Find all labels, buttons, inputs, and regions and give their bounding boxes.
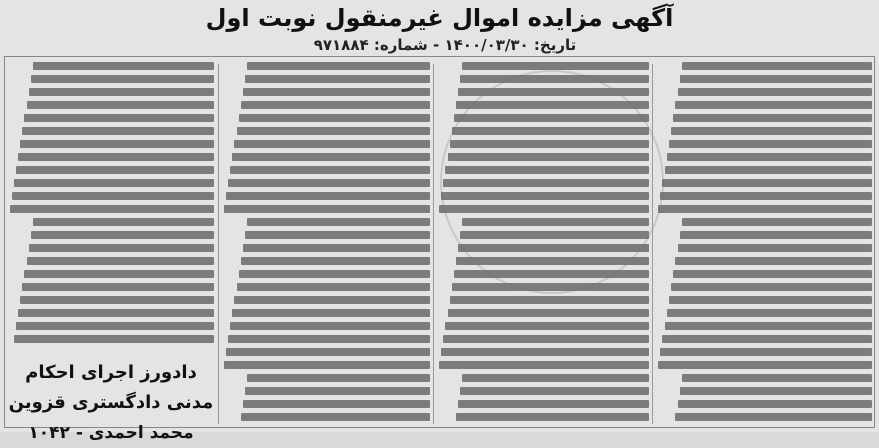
- text-line: [239, 114, 430, 122]
- text-line: [682, 62, 872, 70]
- text-line: [226, 192, 430, 200]
- text-line: [27, 101, 214, 109]
- text-line: [18, 153, 214, 161]
- text-line: [237, 127, 430, 135]
- text-line: [245, 231, 430, 239]
- signature-block: [8, 358, 214, 443]
- signature-name: محمد احمدی - ۱۰۴۲: [28, 423, 194, 443]
- text-line: [237, 283, 430, 291]
- text-line: [665, 322, 872, 330]
- text-line: [243, 244, 430, 252]
- text-line: [241, 101, 430, 109]
- text-line: [458, 88, 649, 96]
- text-line: [450, 296, 649, 304]
- date-number-line: تاریخ: ۱۴۰۰/۰۳/۳۰ - شماره: ۹۷۱۸۸۴: [313, 36, 577, 54]
- text-line: [678, 400, 872, 408]
- text-column-1: [656, 62, 872, 426]
- text-line: [454, 270, 649, 278]
- text-line: [245, 387, 430, 395]
- text-line: [439, 361, 649, 369]
- text-line: [673, 270, 872, 278]
- text-column-3: [222, 62, 430, 426]
- text-line: [24, 114, 214, 122]
- text-line: [667, 153, 872, 161]
- text-line: [662, 179, 872, 187]
- text-line: [665, 166, 872, 174]
- text-line: [675, 101, 872, 109]
- text-line: [226, 348, 430, 356]
- text-line: [671, 283, 872, 291]
- text-line: [33, 218, 214, 226]
- signature-office: دادورز اجرای احکام مدنی دادگستری قزوین: [8, 362, 214, 413]
- text-line: [18, 309, 214, 317]
- text-line: [228, 335, 430, 343]
- text-line: [241, 413, 430, 421]
- text-line: [33, 62, 214, 70]
- column-divider: [433, 64, 434, 424]
- text-line: [658, 361, 872, 369]
- text-line: [16, 166, 214, 174]
- text-line: [247, 218, 430, 226]
- text-line: [24, 270, 214, 278]
- text-line: [669, 140, 872, 148]
- text-line: [660, 192, 872, 200]
- text-line: [247, 62, 430, 70]
- text-line: [14, 335, 214, 343]
- text-line: [445, 322, 649, 330]
- column-divider: [218, 64, 219, 424]
- text-line: [234, 140, 430, 148]
- text-line: [31, 231, 214, 239]
- text-line: [448, 309, 649, 317]
- text-line: [245, 75, 430, 83]
- text-line: [439, 205, 649, 213]
- text-line: [460, 75, 649, 83]
- notice-title: آگهی مزایده اموال غیرمنقول نوبت اول: [205, 4, 674, 32]
- text-line: [452, 283, 649, 291]
- text-line: [445, 166, 649, 174]
- text-line: [20, 296, 214, 304]
- text-line: [458, 244, 649, 252]
- text-line: [16, 322, 214, 330]
- text-line: [448, 153, 649, 161]
- text-line: [22, 127, 214, 135]
- text-line: [443, 335, 649, 343]
- text-line: [667, 309, 872, 317]
- text-line: [232, 153, 430, 161]
- text-line: [454, 114, 649, 122]
- text-column-4: [8, 62, 214, 352]
- text-line: [31, 75, 214, 83]
- text-line: [462, 218, 649, 226]
- text-line: [224, 361, 430, 369]
- text-line: [460, 387, 649, 395]
- text-line: [658, 205, 872, 213]
- text-line: [671, 127, 872, 135]
- text-line: [441, 192, 649, 200]
- text-line: [452, 127, 649, 135]
- text-line: [14, 179, 214, 187]
- text-line: [234, 296, 430, 304]
- text-line: [456, 413, 649, 421]
- text-line: [660, 348, 872, 356]
- text-line: [682, 218, 872, 226]
- text-line: [239, 270, 430, 278]
- text-line: [678, 244, 872, 252]
- text-line: [460, 231, 649, 239]
- text-line: [20, 140, 214, 148]
- text-line: [29, 244, 214, 252]
- text-line: [680, 75, 872, 83]
- text-line: [443, 179, 649, 187]
- column-divider: [652, 64, 653, 424]
- text-line: [675, 413, 872, 421]
- text-line: [662, 335, 872, 343]
- text-line: [224, 205, 430, 213]
- text-line: [450, 140, 649, 148]
- text-line: [462, 62, 649, 70]
- text-line: [10, 205, 214, 213]
- text-column-2: [437, 62, 649, 426]
- text-line: [29, 88, 214, 96]
- text-line: [27, 257, 214, 265]
- text-line: [673, 114, 872, 122]
- text-line: [458, 400, 649, 408]
- text-line: [456, 101, 649, 109]
- text-line: [247, 374, 430, 382]
- text-line: [680, 387, 872, 395]
- text-line: [675, 257, 872, 265]
- text-line: [241, 257, 430, 265]
- text-line: [462, 374, 649, 382]
- text-line: [22, 283, 214, 291]
- text-line: [678, 88, 872, 96]
- text-line: [441, 348, 649, 356]
- text-line: [232, 309, 430, 317]
- text-line: [680, 231, 872, 239]
- text-line: [682, 374, 872, 382]
- text-line: [12, 192, 214, 200]
- text-line: [230, 166, 430, 174]
- text-line: [228, 179, 430, 187]
- text-line: [456, 257, 649, 265]
- text-line: [230, 322, 430, 330]
- text-line: [243, 400, 430, 408]
- text-line: [669, 296, 872, 304]
- text-line: [243, 88, 430, 96]
